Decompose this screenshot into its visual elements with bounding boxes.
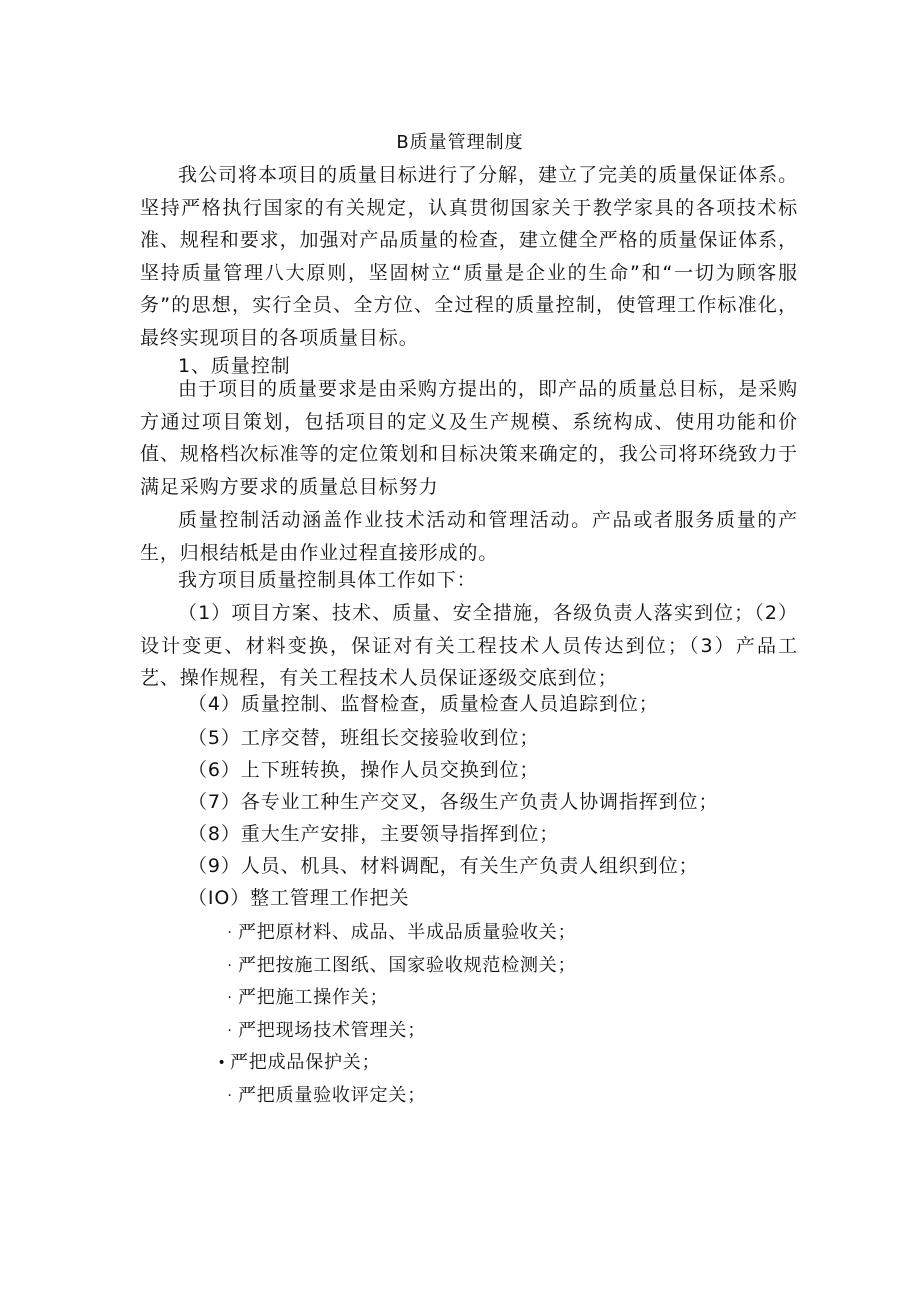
bullet-icon: • xyxy=(217,1055,227,1072)
checklist-item xyxy=(222,950,576,983)
paragraph-activities: 质量控制活动涵盖作业技术活动和管理活动。产品或者服务质量的产生，归根结柢是由作业过程直接形成的。 xyxy=(140,509,798,564)
checklist-item-text: 严把成品保护关； xyxy=(230,1052,381,1074)
checklist-item xyxy=(222,1015,576,1048)
checklist-item xyxy=(222,917,576,950)
bullet-icon: · xyxy=(227,1022,233,1039)
list-item: （7）各专业工种生产交叉，各级生产负责人协调指挥到位； xyxy=(188,791,719,813)
document-title: B质量管理制度 xyxy=(396,132,524,153)
bullet-icon: · xyxy=(227,925,233,942)
paragraph-goal: 由于项目的质量要求是由采购方提出的，即产品的质量总目标，是采购方通过项目策划，包括项目的定义及生产规模、系统构成、使用功能和价值、规格档次标准等的定位策划和目标决策来确定的，我公司将环绕致力于满足采购方要求的质量总目标努力 xyxy=(140,378,798,498)
checklist-item-text: 严把原材料、成品、半成品质量验收关； xyxy=(238,922,577,944)
list-item: （9）人员、机具、材料调配，有关生产负责人组织到位； xyxy=(188,855,699,877)
list-item: （6）上下班转换，操作人员交换到位； xyxy=(188,759,540,781)
checklist-item-text: 严把按施工图纸、国家验收规范检测关； xyxy=(238,954,577,976)
checklist-item xyxy=(222,1080,576,1113)
checklist-item xyxy=(214,1047,576,1080)
checklist-item xyxy=(222,982,576,1015)
checklist xyxy=(217,917,577,1112)
bullet-icon: · xyxy=(227,990,233,1007)
bullet-icon: · xyxy=(227,957,233,974)
list-item: （4）质量控制、监督检查，质量检查人员追踪到位； xyxy=(188,693,659,715)
paragraph-work-intro: 我方项目质量控制具体工作如下： xyxy=(178,569,477,591)
section-heading: 1、质量控制 xyxy=(178,355,291,377)
list-item: （IO）整工管理工作把关 xyxy=(188,887,410,909)
checklist-item-text: 严把施工操作关； xyxy=(238,987,389,1009)
list-item: （8）重大生产安排，主要领导指挥到位； xyxy=(188,823,560,845)
checklist-item-text: 严把质量验收评定关； xyxy=(238,1084,426,1106)
intro-paragraph: 我公司将本项目的质量目标进行了分解，建立了完美的质量保证体系。坚持严格执行国家的有关规定，认真贯彻国家关于教学家具的各项技术标准、规程和要求，加强对产品质量的检查，建立健全严格的质量保证体系，坚持质量管理八大原则，坚固树立“质量是企业的生命”和“一切为顾客服务”的思想，实行全员、全方位、全过程的质量控制，使管理工作标准化，最终实现项目的各项质量目标。 xyxy=(140,164,798,349)
checklist-item-text: 严把现场技术管理关； xyxy=(238,1019,426,1041)
items-paragraph: （1）项目方案、技术、质量、安全措施，各级负责人落实到位；（2）设计变更、材料变换，保证对有关工程技术人员传达到位；（3）产品工艺、操作规程，有关工程技术人员保证逐级交底到位； xyxy=(140,602,798,689)
list-item: （5）工序交替，班组长交接验收到位； xyxy=(188,727,540,749)
bullet-icon: · xyxy=(227,1087,233,1104)
